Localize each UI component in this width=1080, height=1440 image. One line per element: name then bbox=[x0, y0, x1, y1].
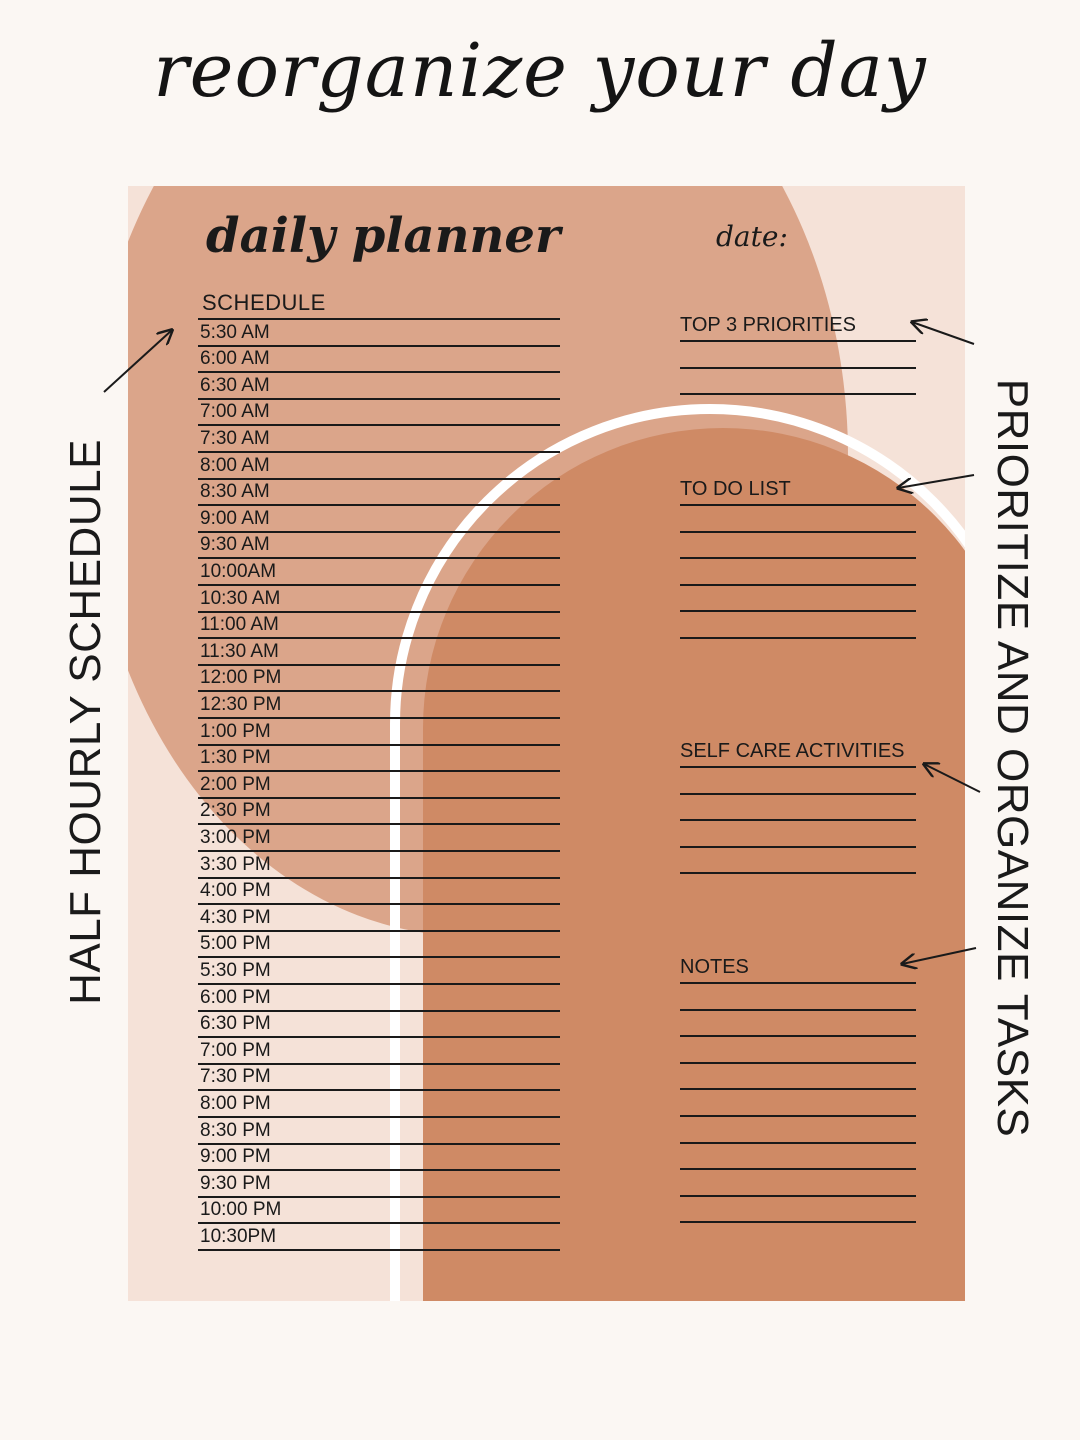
arrow-icon bbox=[898, 475, 974, 488]
schedule-time: 6:00 AM bbox=[200, 348, 270, 370]
schedule-time: 12:30 PM bbox=[200, 694, 282, 715]
schedule-time: 5:30 PM bbox=[200, 960, 271, 981]
schedule-time: 2:00 PM bbox=[200, 773, 271, 795]
schedule-time: 4:00 PM bbox=[200, 880, 271, 902]
date-label: date: bbox=[716, 220, 788, 253]
schedule-time: 8:30 PM bbox=[200, 1119, 271, 1141]
schedule-time: 6:00 PM bbox=[200, 986, 271, 1008]
schedule-time: 7:00 AM bbox=[200, 401, 270, 423]
schedule-time: 4:30 PM bbox=[200, 906, 271, 928]
callout-right: PRIORITIZE AND ORGANIZE TASKS bbox=[988, 378, 1037, 1138]
schedule-time: 7:30 AM bbox=[200, 428, 270, 449]
schedule-time: 8:00 PM bbox=[200, 1093, 271, 1114]
schedule-time: 8:30 AM bbox=[200, 481, 270, 503]
schedule-time: 10:00AM bbox=[200, 561, 277, 582]
schedule-time: 1:30 PM bbox=[200, 747, 271, 769]
schedule-time: 5:30 AM bbox=[200, 321, 270, 343]
section-heading: NOTES bbox=[680, 956, 749, 978]
schedule-time: 1:00 PM bbox=[200, 720, 271, 742]
schedule-time: 10:00 PM bbox=[200, 1199, 282, 1221]
section-heading: TO DO LIST bbox=[680, 478, 791, 500]
schedule-time: 12:00 PM bbox=[200, 667, 282, 689]
schedule-time: 5:00 PM bbox=[200, 933, 271, 955]
schedule-time: 2:30 PM bbox=[200, 800, 271, 822]
planner-title: daily planner bbox=[206, 208, 561, 264]
schedule-time: 9:30 PM bbox=[200, 1172, 271, 1194]
arrow-icon bbox=[104, 330, 172, 392]
section-heading: TOP 3 PRIORITIES bbox=[680, 314, 856, 336]
schedule-time: 6:30 AM bbox=[200, 374, 270, 396]
schedule-time: 10:30PM bbox=[200, 1226, 277, 1247]
schedule-time: 3:30 PM bbox=[200, 853, 271, 875]
headline: reorganize your day bbox=[153, 28, 927, 114]
schedule-time: 9:00 AM bbox=[200, 507, 270, 529]
arrow-icon bbox=[902, 948, 976, 964]
arrow-icon bbox=[924, 764, 980, 792]
schedule-time: 10:30 AM bbox=[200, 587, 281, 609]
schedule-time: 8:00 AM bbox=[200, 454, 270, 476]
schedule-heading: SCHEDULE bbox=[202, 290, 326, 315]
schedule-time: 7:30 PM bbox=[200, 1066, 271, 1088]
section-heading: SELF CARE ACTIVITIES bbox=[680, 740, 905, 762]
schedule-time: 9:30 AM bbox=[200, 534, 270, 556]
schedule-time: 11:00 AM bbox=[200, 614, 279, 636]
schedule-time: 6:30 PM bbox=[200, 1013, 271, 1035]
schedule-time: 9:00 PM bbox=[200, 1146, 271, 1168]
schedule-time: 11:30 AM bbox=[200, 640, 279, 662]
schedule-time: 7:00 PM bbox=[200, 1039, 271, 1061]
schedule-time: 3:00 PM bbox=[200, 827, 271, 848]
arrow-icon bbox=[912, 322, 974, 344]
callout-left: HALF HOURLY SCHEDULE bbox=[61, 439, 110, 1005]
